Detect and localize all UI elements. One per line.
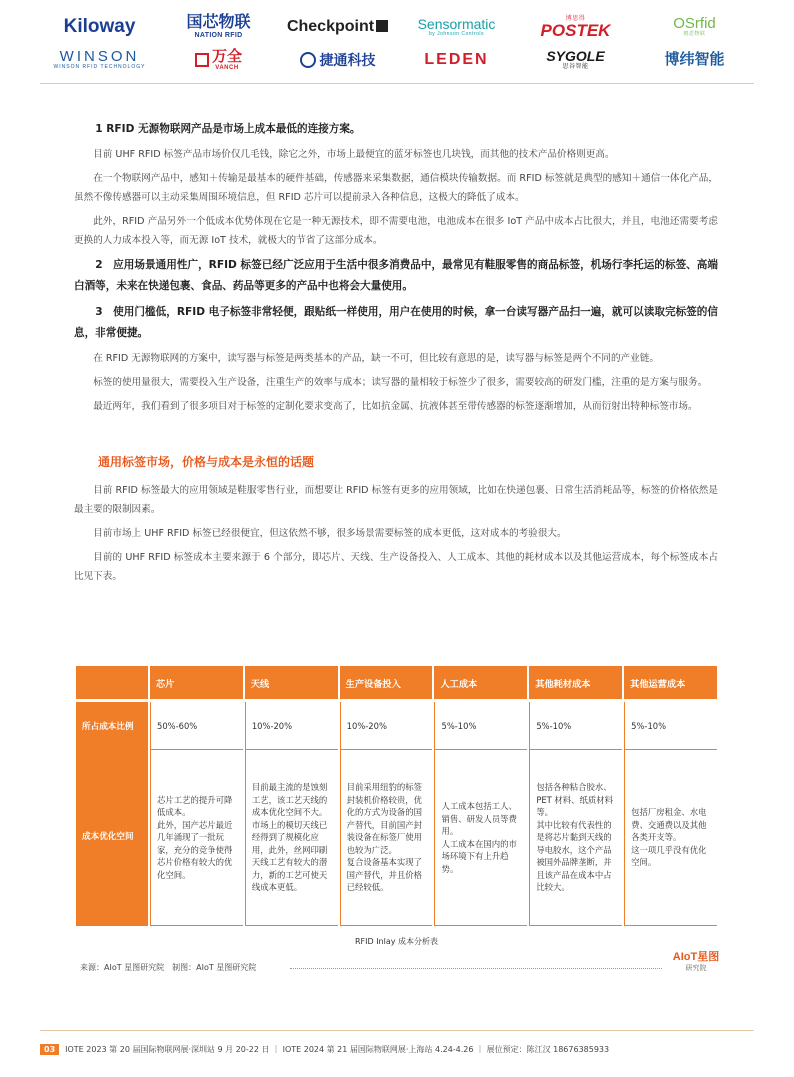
table-row — [76, 750, 717, 926]
table-cell: 芯片工艺的提升可降低成本。 此外，国产芯片最近几年涌现了一批玩家，充分的竞争使得芯片价格有较大的优化空间。 — [150, 750, 243, 926]
logo-osrfid: OSrfid 鸥思物联 — [673, 15, 716, 37]
paragraph: 目前 RFID 标签最大的应用领域是鞋服零售行业，而想要让 RFID 标签有更多的应用领域，比如在快递包裹、日常生活消耗品等，标签的价格依然是最主要的限制因素。 — [74, 485, 718, 515]
column-header: 其他耗材成本 — [529, 666, 622, 702]
logo-winson: WINSON WINSON RFID TECHNOLOGY — [53, 48, 146, 70]
vanch-mark-icon — [195, 53, 209, 67]
column-header: 生产设备投入 — [340, 666, 433, 702]
column-header: 天线 — [245, 666, 338, 702]
table-cell: 10%-20% — [245, 702, 338, 750]
logo-postek: 博思得 POSTEK — [540, 15, 611, 40]
table-row — [76, 702, 717, 750]
paragraph: 在一个物联网产品中，感知＋传输是最基本的硬件基础，传感器来采集数据，通信模块传输数据。而 RFID 标签就是典型的感知＋通信一体化产品，虽然不像传感器可以主动采集周围环境信息，但 RFID 芯片可以提前录入各种信息，这极大的降低了成本。 — [74, 173, 718, 203]
logo-sensormatic: Sensormatic by Johnson Controls — [417, 15, 496, 37]
point-1-heading: 1 RFID 无源物联网产品是市场上成本最低的连接方案。 — [95, 123, 361, 135]
article-body — [74, 116, 718, 591]
table-cell: 目前最主流的是蚀刻工艺，该工艺天线的成本优化空间不大。 市场上的模切天线已经得到了规模化应用，此外，丝网印刷天线工艺有较大的潜力，新的工艺可使天线成本更低。 — [245, 750, 338, 926]
paragraph: 标签的使用量很大，需要投入生产设备，注重生产的效率与成本；读写器的量相较于标签少了很多，需要较高的研发门槛，注重的是方案与服务。 — [93, 377, 708, 388]
header-divider — [40, 83, 754, 84]
column-header: 芯片 — [150, 666, 243, 702]
paragraph: 目前 UHF RFID 标签产品市场价仅几毛钱，除它之外，市场上最便宜的蓝牙标签也几块钱，而其他的技术产品价格则更高。 — [93, 149, 615, 160]
point-2-heading: 2 应用场景通用性广，RFID 标签已经广泛应用于生活中很多消费品中，最常见有鞋服零售的商品标签，机场行李托运的标签、高端白酒等，未来在快递包裹、食品、药品等更多的产品中也将会大量使用。 — [74, 259, 718, 292]
dotted-divider — [290, 968, 662, 969]
paragraph: 目前的 UHF RFID 标签成本主要来源于 6 个部分，即芯片、天线、生产设备投入、人工成本、其他的耗材成本以及其他运营成本，每个标签成本占比见下表。 — [74, 552, 718, 582]
logo-leden: LEDEN — [424, 50, 489, 68]
page-footer — [40, 1044, 609, 1055]
logo-jietong: 捷通科技 — [300, 52, 376, 68]
aiot-brand-logo: AIoT星图 研究院 — [672, 951, 720, 972]
source-note: 来源：AIoT 星图研究院 制图：AIoT 星图研究院 — [80, 963, 257, 972]
paragraph: 最近两年，我们看到了很多项目对于标签的定制化要求变高了，比如抗金属、抗液体甚至带传感器的标签逐渐增加，从而衍射出特种标签市场。 — [93, 401, 698, 412]
partner-logos — [40, 10, 754, 76]
page-number: 03 — [40, 1044, 59, 1055]
cost-analysis-table — [74, 666, 719, 926]
table-cell: 5%-10% — [434, 702, 527, 750]
column-header: 其他运营成本 — [624, 666, 717, 702]
point-3-heading: 3 使用门槛低，RFID 电子标签非常轻便，跟贴纸一样使用，用户在使用的时候，拿一台读写器产品扫一遍，就可以读取完标签的信息，非常便捷。 — [74, 306, 718, 339]
column-header: 人工成本 — [434, 666, 527, 702]
table-cell: 包括厂房租金、水电费、交通费以及其他各类开支等。 这一项几乎没有优化空间。 — [624, 750, 717, 926]
table-corner — [76, 666, 148, 702]
footer-text: IOTE 2023 第 20 届国际物联网展·深圳站 9 月 20-22 日 ｜ IOTE 2024 第 21 届国际物联网展·上海站 4.24-4.26 ｜ 展位预定：陈江汉 18676385933 — [65, 1045, 610, 1054]
table-cell: 50%-60% — [150, 702, 243, 750]
paragraph: 此外，RFID 产品另外一个低成本优势体现在它是一种无源技术，即不需要电池，电池成本在很多 IoT 产品中成本占比很大，并且，电池还需要考虑更换的人力成本投入等，而无源 IoT 技术，就极大的节省了这部分成本。 — [74, 216, 718, 246]
table-cell: 人工成本包括工人、销售、研发人员等费用。 人工成本在国内的市场环境下有上升趋势。 — [434, 750, 527, 926]
logo-sygole: SYGOLE 思谷智能 — [546, 48, 605, 70]
jietong-mark-icon — [300, 52, 316, 68]
logo-kiloway: Kiloway — [63, 16, 136, 37]
paragraph: 在 RFID 无源物联网的方案中，读写器与标签是两类基本的产品，缺一不可，但比较有意思的是，读写器与标签是两个不同的产业链。 — [93, 353, 659, 364]
table-cell: 5%-10% — [529, 702, 622, 750]
table-cell: 目前采用纽豹的标签封装机价格较贵，优化的方式为设备的国产替代，目前国产封装设备在标签厂使用也较为广泛。 复合设备基本实现了国产替代，并且价格已经较低。 — [340, 750, 433, 926]
paragraph: 目前市场上 UHF RFID 标签已经很便宜，但这依然不够，很多场景需要标签的成本更低，这对成本的考验很大。 — [93, 528, 567, 539]
table-cell: 10%-20% — [340, 702, 433, 750]
logo-bowei: 博纬智能 — [664, 51, 725, 68]
table-cell: 5%-10% — [624, 702, 717, 750]
section-heading: 通用标签市场，价格与成本是永恒的话题 — [98, 455, 315, 469]
row-header: 成本优化空间 — [76, 750, 148, 926]
logo-nation-rfid: 国芯物联 NATION RFID — [186, 13, 251, 39]
table-header-row — [76, 666, 717, 702]
logo-vanch: 万全 VANCH — [195, 49, 242, 71]
table-caption: RFID Inlay 成本分析表 — [354, 937, 439, 946]
checkpoint-mark-icon — [376, 20, 388, 32]
row-header: 所占成本比例 — [76, 702, 148, 750]
table-cell: 包括各种粘合胶水、PET 材料、纸质材料等。 其中比较有代表性的是将芯片黏到天线的导电胶水，这个产品被国外品牌垄断，并且该产品在成本中占比较大。 — [529, 750, 622, 926]
footer-divider — [40, 1030, 754, 1031]
logo-checkpoint: Checkpoint — [287, 19, 388, 35]
